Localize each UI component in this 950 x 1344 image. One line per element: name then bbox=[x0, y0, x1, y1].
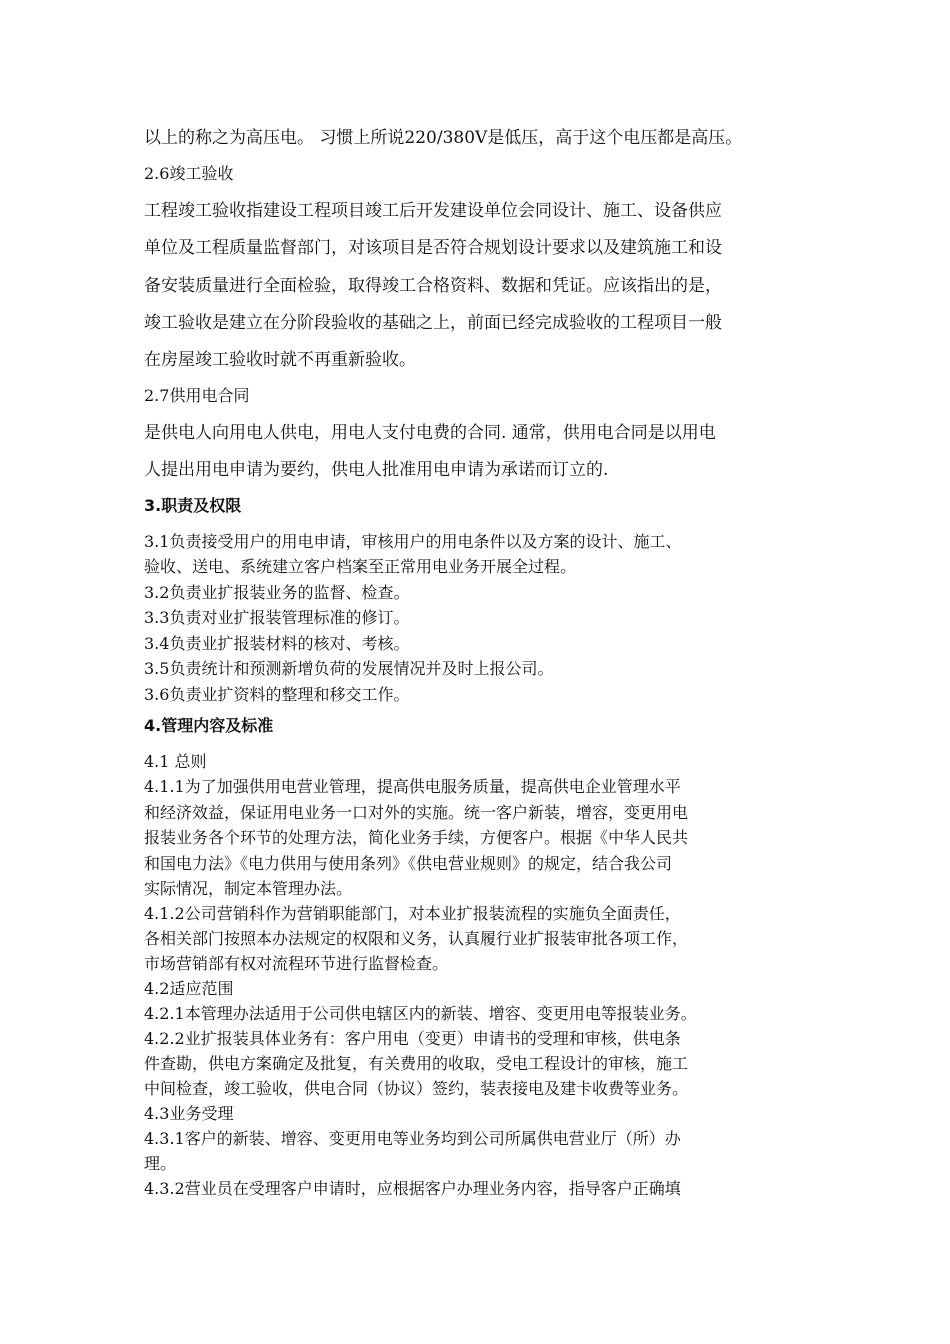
text-line: 在房屋竣工验收时就不再重新验收。 bbox=[144, 350, 416, 370]
text-line: 3.4负责业扩报装材料的核对、考核。 bbox=[144, 634, 410, 653]
text-line: 4.2.2业扩报装具体业务有：客户用电（变更）申请书的受理和审核，供电条 bbox=[144, 1029, 681, 1048]
text-line: 3.3负责对业扩报装管理标准的修订。 bbox=[144, 608, 410, 627]
text-line: 件查勘，供电方案确定及批复，有关费用的收取，受电工程设计的审核，施工 bbox=[144, 1054, 689, 1073]
subsection-heading-4-3: 4.3业务受理 bbox=[144, 1104, 234, 1123]
text-line: 4.3.1客户的新装、增容、变更用电等业务均到公司所属供电营业厅（所）办 bbox=[144, 1129, 681, 1148]
text-line: 报装业务各个环节的处理方法，简化业务手续，方便客户。根据《中华人民共 bbox=[144, 828, 689, 847]
section-heading-4: 4.管理内容及标准 bbox=[144, 716, 274, 735]
text-line: 3.1负责接受用户的用电申请，审核用户的用电条件以及方案的设计、施工、 bbox=[144, 532, 682, 551]
text-line: 4.2.1本管理办法适用于公司供电辖区内的新装、增容、变更用电等报装业务。 bbox=[144, 1004, 697, 1023]
text-line: 中间检查，竣工验收，供电合同（协议）签约，装表接电及建卡收费等业务。 bbox=[144, 1079, 689, 1098]
text-line: 验收、送电、系统建立客户档案至正常用电业务开展全过程。 bbox=[144, 557, 577, 576]
subsection-heading-4-2: 4.2适应范围 bbox=[144, 979, 234, 998]
section-heading-3: 3.职责及权限 bbox=[144, 496, 242, 515]
subsection-heading-2-7: 2.7供用电合同 bbox=[144, 386, 250, 405]
text-line: 单位及工程质量监督部门，对该项目是否符合规划设计要求以及建筑施工和设 bbox=[144, 238, 722, 258]
text-line: 市场营销部有权对流程环节进行监督检查。 bbox=[144, 954, 449, 973]
text-line: 各相关部门按照本办法规定的权限和义务，认真履行业扩报装审批各项工作， bbox=[144, 929, 689, 948]
text-line: 4.3.2营业员在受理客户申请时，应根据客户办理业务内容，指导客户正确填 bbox=[144, 1179, 681, 1198]
text-line: 实际情况，制定本管理办法。 bbox=[144, 879, 353, 898]
text-line: 理。 bbox=[144, 1154, 177, 1173]
subsection-heading-4-1: 4.1 总则 bbox=[144, 752, 207, 771]
text-line: 备安装质量进行全面检验，取得竣工合格资料、数据和凭证。应该指出的是， bbox=[144, 276, 722, 296]
text-line: 4.1.2公司营销科作为营销职能部门，对本业扩报装流程的实施负全面责任， bbox=[144, 904, 681, 923]
text-line: 以上的称之为高压电。 习惯上所说220/380V是低压，高于这个电压都是高压。 bbox=[144, 128, 743, 148]
text-line: 4.1.1为了加强供用电营业管理，提高供电服务质量，提高供电企业管理水平 bbox=[144, 777, 681, 796]
text-line: 3.2负责业扩报装业务的监督、检查。 bbox=[144, 583, 410, 602]
text-line: 是供电人向用电人供电，用电人支付电费的合同. 通常，供用电合同是以用电 bbox=[144, 423, 716, 443]
text-line: 人提出用电申请为要约，供电人批准用电申请为承诺而订立的. bbox=[144, 460, 609, 480]
text-line: 3.6负责业扩资料的整理和移交工作。 bbox=[144, 685, 410, 704]
text-line: 竣工验收是建立在分阶段验收的基础之上，前面已经完成验收的工程项目一般 bbox=[144, 313, 722, 333]
text-line: 工程竣工验收指建设工程项目竣工后开发建设单位会同设计、施工、设备供应 bbox=[144, 201, 722, 221]
text-line: 3.5负责统计和预测新增负荷的发展情况并及时上报公司。 bbox=[144, 659, 554, 678]
text-line: 和国电力法》《电力供用与使用条列》《供电营业规则》的规定，结合我公司 bbox=[144, 854, 673, 873]
subsection-heading-2-6: 2.6竣工验收 bbox=[144, 164, 234, 183]
text-line: 和经济效益，保证用电业务一口对外的实施。统一客户新装，增容，变更用电 bbox=[144, 803, 689, 822]
